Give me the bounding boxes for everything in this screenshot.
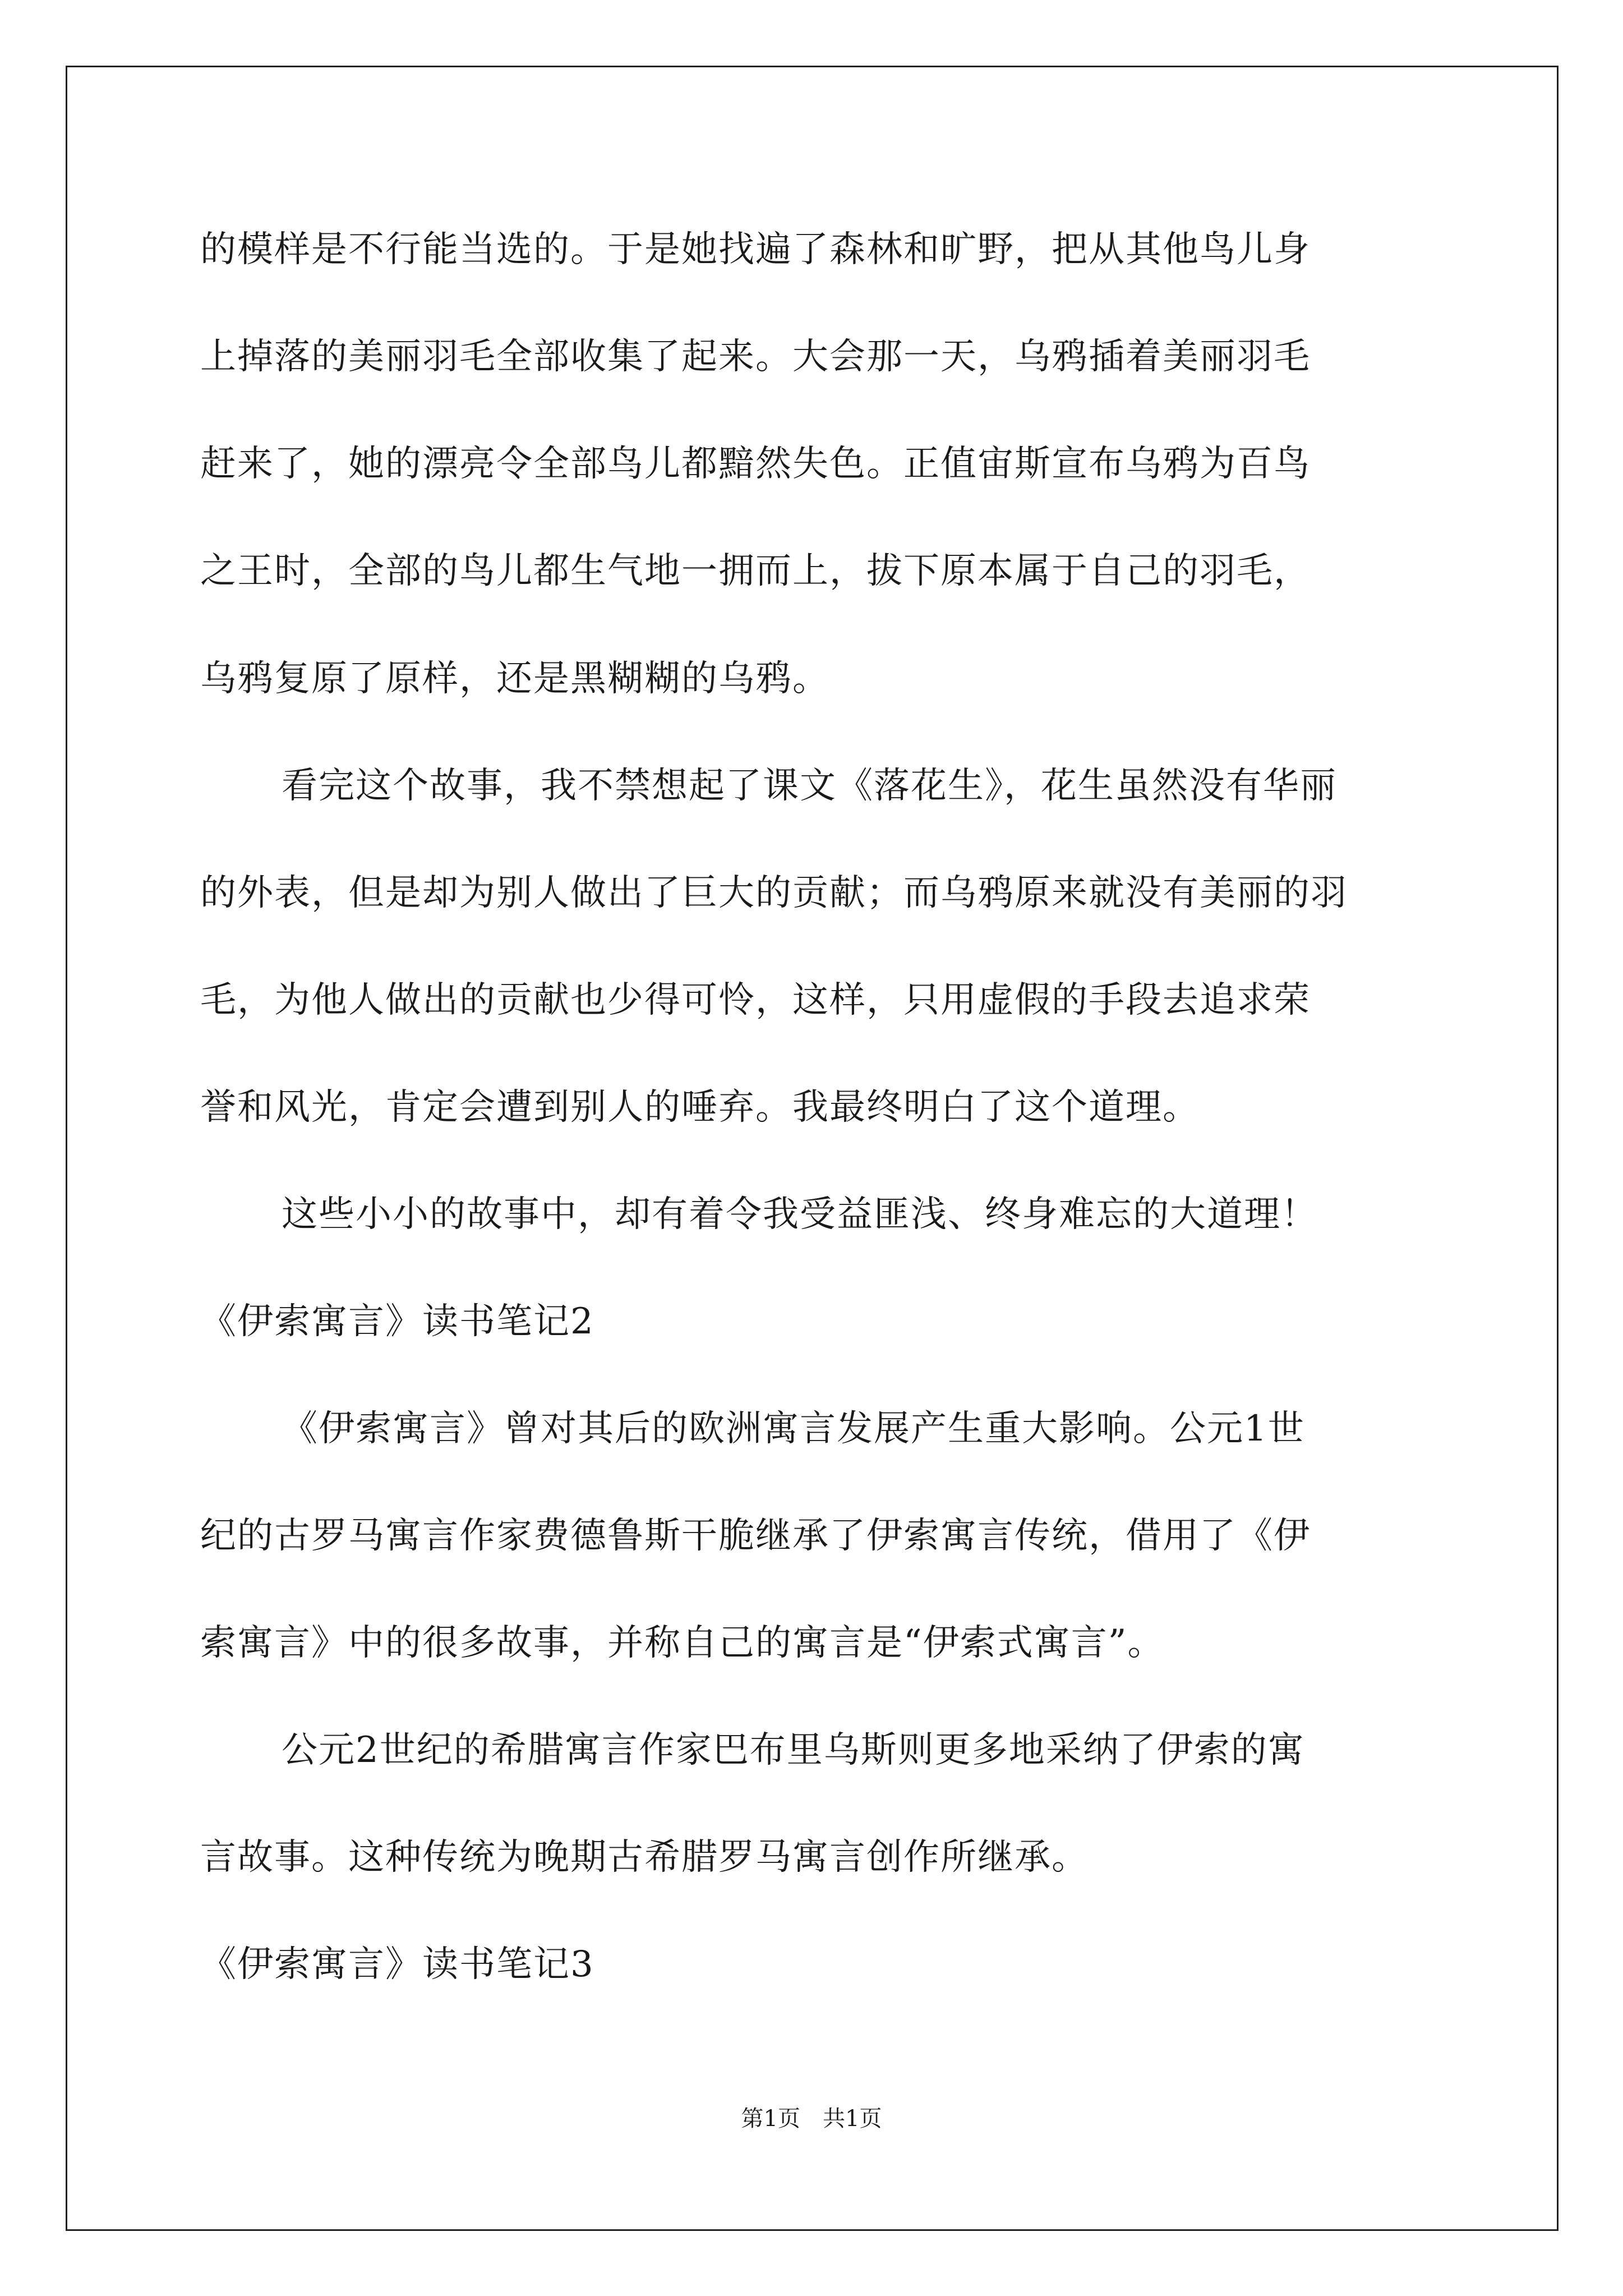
text-line: 之王时，全部的鸟儿都生气地一拥而上，拔下原本属于自己的羽毛， — [200, 550, 1311, 592]
text-line: 誉和风光，肯定会遭到别人的唾弃。我最终明白了这个道理。 — [200, 1087, 1200, 1128]
text-line: 的模样是不行能当选的。于是她找遍了森林和旷野，把从其他鸟儿身 — [200, 229, 1311, 270]
text-line: 言故事。这种传统为晚期古希腊罗马寓言创作所继承。 — [200, 1837, 1089, 1878]
page-footer: 第1页 共1页 — [741, 2106, 882, 2132]
text-line: 赶来了，她的漂亮令全部鸟儿都黯然失色。正值宙斯宣布乌鸦为百鸟 — [200, 443, 1311, 485]
text-line: 这些小小的故事中，却有着令我受益匪浅、终身难忘的大道理！ — [282, 1194, 1318, 1235]
section-heading: 《伊索寓言》读书笔记2 — [200, 1301, 594, 1342]
text-line: 上掉落的美丽羽毛全部收集了起来。大会那一天，乌鸦插着美丽羽毛 — [200, 336, 1311, 378]
text-line: 看完这个故事，我不禁想起了课文《落花生》，花生虽然没有华丽 — [282, 765, 1337, 807]
text-line: 《伊索寓言》曾对其后的欧洲寓言发展产生重大影响。公元1世 — [282, 1408, 1305, 1450]
text-line: 纪的古罗马寓言作家费德鲁斯干脆继承了伊索寓言传统，借用了《伊 — [200, 1515, 1311, 1557]
text-line: 公元2世纪的希腊寓言作家巴布里乌斯则更多地采纳了伊索的寓 — [282, 1729, 1305, 1771]
text-line: 乌鸦复原了原样，还是黑糊糊的乌鸦。 — [200, 658, 829, 700]
page-border — [66, 66, 1559, 2231]
text-line: 索寓言》中的很多故事，并称自己的寓言是“伊索式寓言”。 — [200, 1622, 1165, 1664]
section-heading: 《伊索寓言》读书笔记3 — [200, 1944, 594, 1985]
text-line: 的外表，但是却为别人做出了巨大的贡献；而乌鸦原来就没有美丽的羽 — [200, 872, 1348, 914]
text-line: 毛，为他人做出的贡献也少得可怜，这样，只用虚假的手段去追求荣 — [200, 979, 1311, 1021]
